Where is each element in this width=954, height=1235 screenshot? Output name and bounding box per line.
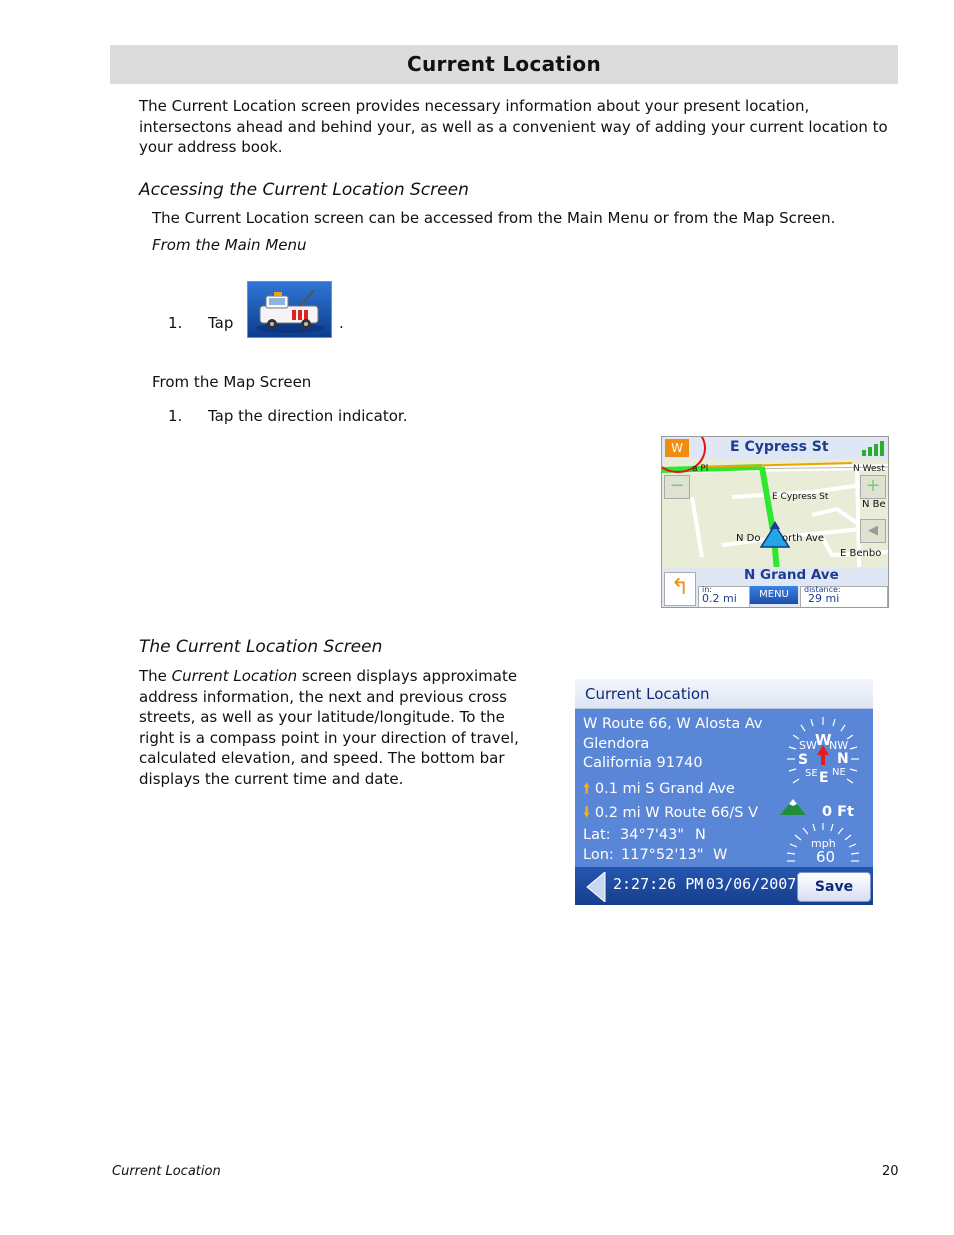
section-header (110, 45, 898, 84)
longitude-value: 117°52'13" (621, 847, 704, 863)
desc-text: screen displays approximate address information, the next and previous cross streets, as well as your latitude/longitude. To the right is a compass point in your direction of travel, calculated elevation, and speed. The bottom bar displays the current time and date. (139, 667, 519, 788)
in-value: 0.2 mi (702, 592, 737, 605)
map-street-label: N Be (862, 499, 886, 510)
distance-label: distance: (804, 585, 841, 594)
current-screen-heading: The Current Location Screen (139, 637, 383, 657)
current-time: 2:27:26 PM (613, 875, 704, 893)
step-text: Tap (208, 314, 234, 332)
zoom-out-icon[interactable]: − (664, 475, 690, 499)
map-street-label: E Benbo (840, 548, 882, 559)
prev-cross-text: 0.2 mi W Route 66/S V (594, 805, 759, 821)
next-cross-text: 0.1 mi S Grand Ave (594, 781, 735, 797)
longitude-direction: W (713, 847, 728, 863)
arrow-down-icon: 🠛 (583, 805, 591, 821)
compass-se: SE (805, 768, 818, 779)
compass-s: S (798, 752, 809, 768)
compass-ne: NE (832, 767, 846, 778)
map-screenshot (661, 436, 889, 608)
access-heading: Accessing the Current Location Screen (139, 180, 469, 200)
volume-icon[interactable]: ◀ (860, 519, 886, 543)
map-street-label: E Cypress St (772, 492, 829, 502)
speed-unit: mph (811, 837, 836, 850)
page-title: Current Location (407, 52, 601, 76)
screen-body (575, 709, 873, 867)
map-street-label: N West (853, 464, 885, 474)
arrow-up-icon: 🠙 (583, 781, 591, 797)
address-line: W Route 66, W Alosta Av (583, 716, 763, 732)
mountain-icon (780, 797, 806, 815)
desc-emphasis: Current Location (171, 667, 298, 685)
map-street-label: N Do (736, 533, 761, 544)
compass-n: N (837, 751, 849, 767)
compass-sw: SW (799, 739, 817, 752)
screen-title: Current Location (585, 685, 710, 703)
address-line: California 91740 (583, 755, 703, 771)
next-cross-street (583, 778, 735, 803)
map-street-label: orth Ave (782, 533, 824, 544)
current-location-button[interactable] (247, 281, 332, 338)
compass-e: E (819, 770, 829, 786)
address-line: Glendora (583, 736, 650, 752)
screen-title-bar (575, 679, 873, 709)
distance-value: 29 mi (808, 592, 840, 605)
signal-icon (862, 440, 886, 456)
current-screen-description (139, 666, 521, 789)
current-location-screenshot (575, 679, 873, 905)
direction-indicator[interactable]: W (665, 439, 689, 457)
latitude-value: 34°7'43" (620, 827, 685, 843)
latitude-direction: N (695, 827, 706, 843)
turn-left-icon: ↰ (664, 572, 696, 606)
next-street: N Grand Ave (744, 567, 839, 583)
page-number: 20 (882, 1164, 899, 1179)
back-arrow-icon[interactable] (585, 872, 607, 902)
intro-paragraph: The Current Location screen provides necessary information about your present location, intersectons ahead and behind your, as well as a convenient way of adding your current location to your address book. (139, 97, 888, 156)
in-label: in: (702, 585, 712, 594)
save-button[interactable]: Save (797, 872, 871, 902)
main-menu-heading: From the Main Menu (152, 236, 307, 254)
current-street: E Cypress St (730, 439, 829, 455)
elevation-value: 0 Ft (822, 804, 854, 820)
speed-value: 60 (816, 848, 836, 866)
latitude-label: Lat: (583, 827, 611, 843)
prev-cross-street (583, 802, 758, 827)
menu-button[interactable]: MENU (750, 586, 798, 604)
access-text: The Current Location screen can be accessed from the Main Menu or from the Map Screen. (152, 209, 836, 227)
compass-nw: NW (829, 739, 849, 752)
tow-truck-icon (248, 282, 331, 337)
compass-w: W (815, 731, 832, 749)
step-text: Tap the direction indicator. (208, 407, 408, 425)
map-street-label: a Pl (692, 464, 709, 474)
map-screen-heading: From the Map Screen (152, 373, 312, 391)
step-number: 1. (168, 407, 183, 425)
current-date: 03/06/2007 (706, 875, 797, 893)
longitude-label: Lon: (583, 847, 614, 863)
desc-text: The (139, 667, 172, 685)
zoom-in-icon[interactable]: + (860, 475, 886, 499)
screen-bottom-bar (575, 867, 873, 905)
step-number: 1. (168, 314, 183, 332)
footer-section-name: Current Location (112, 1164, 221, 1179)
step-period: . (339, 314, 344, 332)
